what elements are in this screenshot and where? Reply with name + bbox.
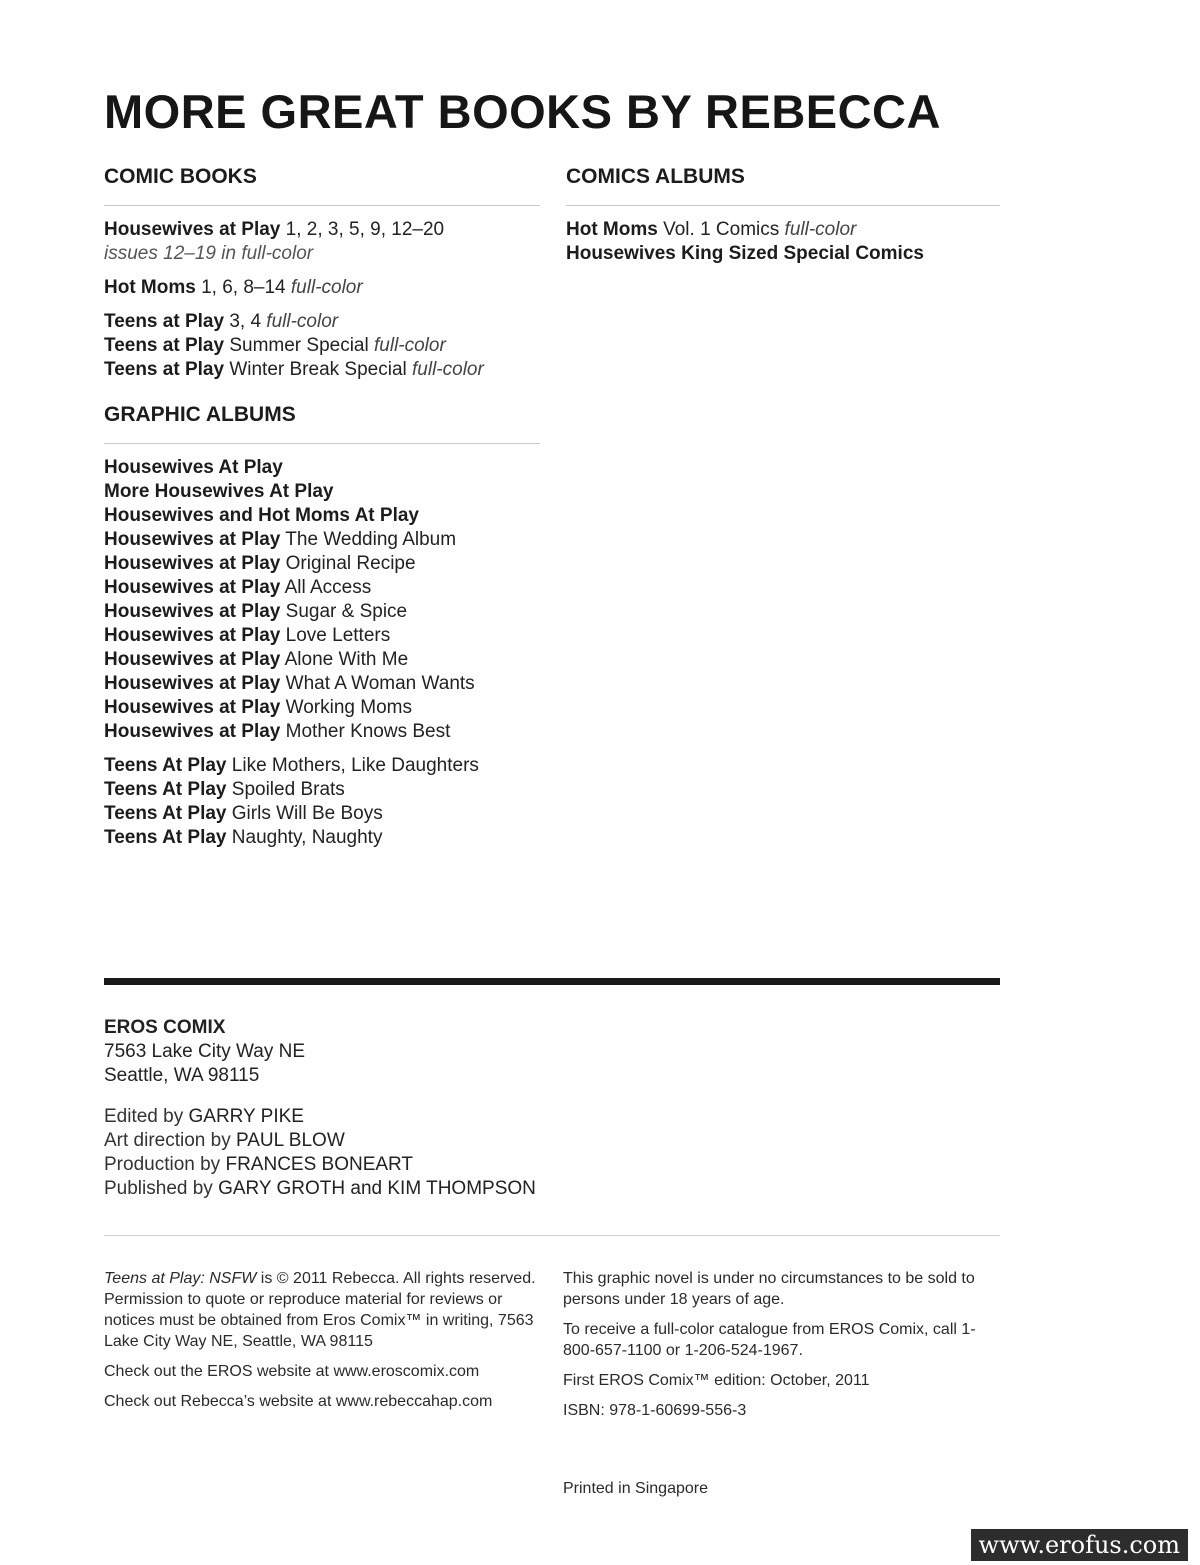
site-watermark: www.erofus.com [971, 1529, 1188, 1561]
eros-website: Check out the EROS website at www.eroscomix.com [104, 1363, 480, 1380]
book-entry [104, 358, 540, 382]
book-entry [566, 242, 1000, 266]
book-series: Teens at Play [104, 359, 225, 380]
book-series: Housewives at Play [104, 219, 281, 240]
book-entry [104, 754, 540, 778]
book-series: Housewives at Play [104, 601, 281, 622]
book-series: Housewives At Play [104, 457, 283, 478]
fine-print-right [563, 1268, 993, 1430]
copyright-text: is © 2011 Rebecca. All rights reserved. [256, 1270, 536, 1287]
credit-line [104, 1105, 704, 1129]
comic-books-list [104, 218, 540, 382]
comics-albums-list [566, 218, 1000, 266]
book-detail: Summer Special [224, 335, 374, 356]
book-entry [104, 778, 540, 802]
book-detail: 1, 2, 3, 5, 9, 12–20 [280, 219, 445, 240]
book-detail: Like Mothers, Like Daughters [226, 755, 479, 776]
graphic-albums-list [104, 456, 540, 850]
publisher-block [104, 1016, 704, 1201]
entry-group [566, 218, 1000, 266]
publisher-address-city: Seattle, WA 98115 [104, 1065, 260, 1086]
edition-notice: First EROS Comix™ edition: October, 2011 [563, 1372, 870, 1389]
book-detail: 1, 6, 8–14 [195, 277, 291, 298]
credit-role: Production by [104, 1154, 226, 1175]
book-series: More Housewives At Play [104, 481, 334, 502]
entry-group [104, 754, 540, 850]
book-series: Housewives at Play [104, 577, 281, 598]
book-detail: Love Letters [280, 625, 391, 646]
book-series: Teens At Play [104, 779, 227, 800]
book-detail: All Access [280, 577, 372, 598]
graphic-albums-section [104, 402, 540, 860]
book-detail: The Wedding Album [280, 529, 457, 550]
copyright-notice [104, 1268, 544, 1352]
book-detail: Sugar & Spice [280, 601, 408, 622]
credit-person: PAUL BLOW [236, 1130, 345, 1151]
book-detail: Working Moms [280, 697, 412, 718]
entry-group [104, 310, 540, 382]
book-entry [104, 624, 540, 648]
book-series: Teens at Play [104, 335, 225, 356]
catalogue-notice: To receive a full-color catalogue from EROS Comix, call 1-800-657-1100 or 1-206-524-1967. [563, 1321, 976, 1359]
book-detail: Alone With Me [280, 649, 409, 670]
credit-line [104, 1177, 704, 1201]
credits-list [104, 1105, 704, 1201]
entry-group [104, 276, 540, 300]
entry-group [104, 456, 540, 744]
book-detail: Girls Will Be Boys [226, 803, 383, 824]
book-entry [104, 480, 540, 504]
book-entry [104, 310, 540, 334]
book-series: Hot Moms [566, 219, 658, 240]
book-entry [104, 648, 540, 672]
book-detail: What A Woman Wants [280, 673, 475, 694]
comics-albums-section [566, 164, 1000, 276]
section-divider [104, 978, 1000, 985]
book-entry [104, 696, 540, 720]
book-entry [104, 456, 540, 480]
fine-print-divider [104, 1235, 1000, 1236]
permission-notice: Permission to quote or reproduce material for reviews or notices must be obtained from Eros Comix™ in writing, 7563 Lake City Way NE, Seattle, WA 98115 [104, 1291, 534, 1350]
book-series: Housewives at Play [104, 529, 281, 550]
book-series: Housewives at Play [104, 553, 281, 574]
graphic-albums-heading: GRAPHIC ALBUMS [104, 402, 540, 444]
book-entry [104, 826, 540, 850]
credit-line [104, 1129, 704, 1153]
fine-print-left [104, 1268, 544, 1421]
book-format: full-color [374, 335, 446, 356]
book-detail: Naughty, Naughty [226, 827, 383, 848]
comics-albums-heading: COMICS ALBUMS [566, 164, 1000, 206]
book-entry [104, 528, 540, 552]
book-format: full-color [290, 277, 363, 298]
book-series: Housewives at Play [104, 649, 281, 670]
credit-role: Edited by [104, 1106, 189, 1127]
book-series: Teens At Play [104, 827, 227, 848]
book-series: Housewives King Sized Special Comics [566, 243, 924, 264]
credit-role: Art direction by [104, 1130, 236, 1151]
book-series: Housewives at Play [104, 697, 281, 718]
credit-line [104, 1153, 704, 1177]
comic-books-section [104, 164, 540, 392]
book-series: Teens At Play [104, 755, 227, 776]
book-series: Teens at Play [104, 311, 225, 332]
book-series: Housewives at Play [104, 673, 281, 694]
publisher-name: EROS COMIX [104, 1017, 226, 1038]
credit-role: Published by [104, 1178, 219, 1199]
rebecca-website: Check out Rebecca’s website at www.rebeccahap.com [104, 1393, 493, 1410]
book-detail: 3, 4 [224, 311, 267, 332]
book-entry [104, 600, 540, 624]
book-entry [104, 552, 540, 576]
book-entry [104, 720, 540, 744]
book-entry [104, 576, 540, 600]
book-series: Housewives at Play [104, 625, 281, 646]
book-entry [104, 672, 540, 696]
book-format: full-color [266, 311, 339, 332]
page-title: MORE GREAT BOOKS BY REBECCA [104, 85, 941, 138]
book-detail: Spoiled Brats [226, 779, 345, 800]
entry-group [104, 218, 540, 266]
entry-note: issues 12–19 in full-color [104, 243, 314, 264]
book-detail: Original Recipe [280, 553, 416, 574]
book-series: Hot Moms [104, 277, 196, 298]
book-series: Housewives at Play [104, 721, 281, 742]
book-entry [566, 218, 1000, 242]
book-title: Teens at Play: NSFW [104, 1270, 257, 1287]
book-series: Teens At Play [104, 803, 227, 824]
book-series: Housewives and Hot Moms At Play [104, 505, 419, 526]
credit-person: GARRY PIKE [188, 1106, 304, 1127]
publisher-address-street: 7563 Lake City Way NE [104, 1041, 305, 1062]
book-entry [104, 802, 540, 826]
book-entry [104, 504, 540, 528]
credit-person: GARY GROTH and KIM THOMPSON [218, 1178, 536, 1199]
book-detail: Winter Break Special [224, 359, 413, 380]
printed-in: Printed in Singapore [563, 1480, 708, 1497]
comic-books-heading: COMIC BOOKS [104, 164, 540, 206]
age-notice: This graphic novel is under no circumstances to be sold to persons under 18 years of age. [563, 1270, 975, 1308]
book-detail: Vol. 1 Comics [657, 219, 785, 240]
book-format: full-color [412, 359, 484, 380]
book-entry [104, 218, 540, 242]
book-entry [104, 276, 540, 300]
book-detail: Mother Knows Best [280, 721, 451, 742]
credit-person: FRANCES BONEART [225, 1154, 414, 1175]
book-entry [104, 334, 540, 358]
book-format: full-color [784, 219, 857, 240]
isbn: ISBN: 978-1-60699-556-3 [563, 1402, 747, 1419]
